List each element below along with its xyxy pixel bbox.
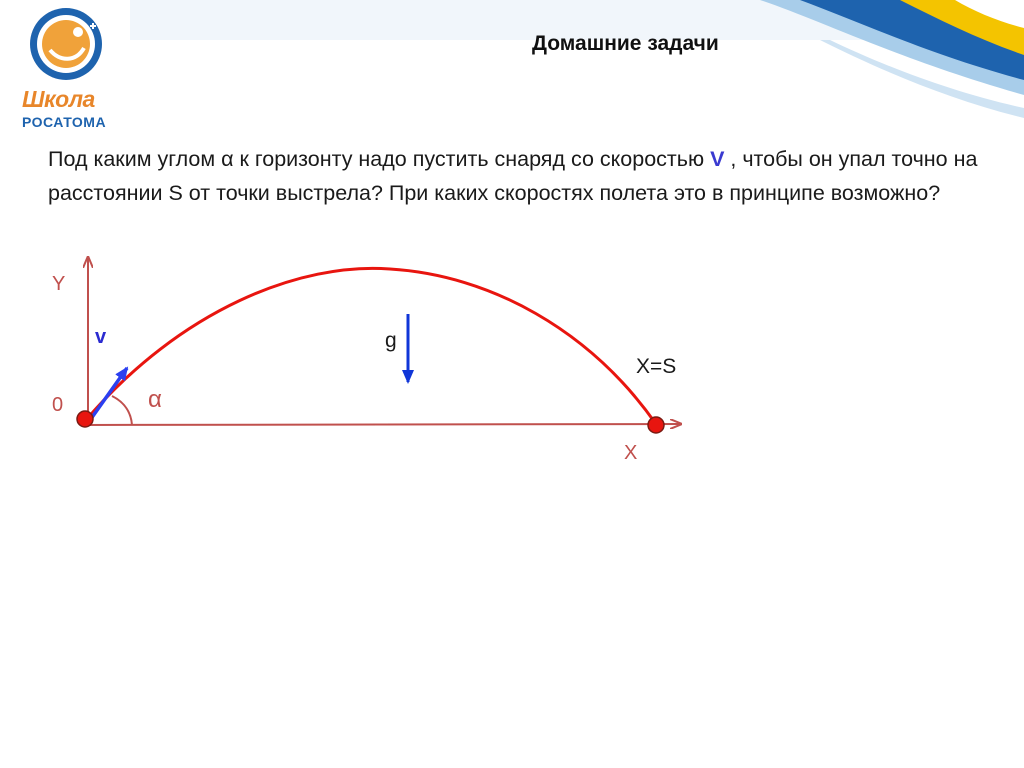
problem-text-part2: , чтобы он упал точно на расстоянии S от точки выстрела? При каких скоростях полета это в принципе возможно? [48,147,978,205]
x-axis-label: X [624,442,638,464]
landing-point [648,417,664,433]
launch-point [77,411,93,427]
x-axis [84,424,680,425]
velocity-symbol: V [710,147,725,171]
velocity-label: v [95,326,107,348]
logo-text-rosatom: РОСАТОМА [22,114,107,130]
angle-label: α [148,386,162,413]
angle-arc [112,396,132,425]
y-axis-label: Y [52,273,66,295]
gravity-label: g [385,329,397,352]
slide-title: Домашние задачи [532,32,719,55]
origin-label: 0 [52,394,64,416]
trajectory-curve [86,268,656,424]
logo-text-school: Школа [22,86,95,112]
velocity-vector [88,368,127,423]
problem-text-part1: Под каким углом α к горизонту надо пустить снаряд со скоростью [48,147,711,171]
landing-label: X=S [636,355,677,378]
